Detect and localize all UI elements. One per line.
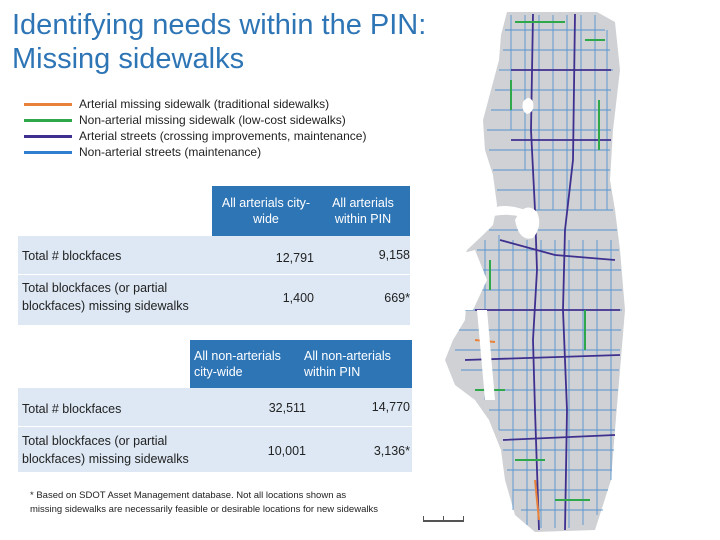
row-label: Total blockfaces (or partial blockfaces) missing sidewalks <box>22 434 189 466</box>
cell-value: 669* <box>384 291 410 305</box>
legend <box>24 96 424 160</box>
cell-value: 32,511 <box>268 401 306 415</box>
cell-value: 3,136* <box>373 444 410 458</box>
cell-value: 1,400 <box>282 291 314 305</box>
footnote-line-2: missing sidewalks are necessarily feasible or desirable locations for new sidewalks <box>30 504 378 515</box>
header-within-pin: All non-arterials within PIN <box>304 349 391 379</box>
arterial-table <box>18 186 410 326</box>
header-citywide: All arterials city-wide <box>221 196 311 226</box>
legend-item-arterial-missing <box>24 96 424 112</box>
row-label: Total # blockfaces <box>22 402 122 416</box>
legend-swatch-green <box>24 119 72 122</box>
legend-label: Non-arterial streets (maintenance) <box>79 145 262 159</box>
cell-value: 14,770 <box>371 400 410 414</box>
footnote-line-1: * Based on SDOT Asset Management database. Not all locations shown as <box>30 490 347 501</box>
legend-item-nonarterial-streets <box>24 144 424 160</box>
legend-label: Non-arterial missing sidewalk (low-cost sidewalks) <box>79 113 346 127</box>
row-label: Total # blockfaces <box>22 249 122 263</box>
title-line-1: Identifying needs within the PIN: <box>12 9 427 41</box>
header-citywide: All non-arterials city-wide <box>194 349 281 379</box>
sidewalk-network-map <box>415 10 720 535</box>
title-line-2: Missing sidewalks <box>12 43 245 75</box>
legend-label: Arterial streets (crossing improvements, maintenance) <box>79 129 367 143</box>
legend-swatch-orange <box>24 103 72 106</box>
legend-swatch-blue <box>24 151 72 154</box>
legend-label: Arterial missing sidewalk (traditional sidewalks) <box>79 97 330 111</box>
cell-value: 12,791 <box>275 251 314 265</box>
footnote <box>30 489 410 517</box>
nonarterial-table <box>18 340 412 472</box>
legend-item-arterial-streets <box>24 128 424 144</box>
header-within-pin: All arterials within PIN <box>332 196 394 226</box>
legend-item-nonarterial-missing <box>24 112 424 128</box>
map-scale-bar <box>423 516 464 522</box>
cell-value: 10,001 <box>267 444 306 458</box>
legend-swatch-purple <box>24 135 72 138</box>
row-label: Total blockfaces (or partial blockfaces) missing sidewalks <box>22 281 189 313</box>
cell-value: 9,158 <box>378 248 410 262</box>
